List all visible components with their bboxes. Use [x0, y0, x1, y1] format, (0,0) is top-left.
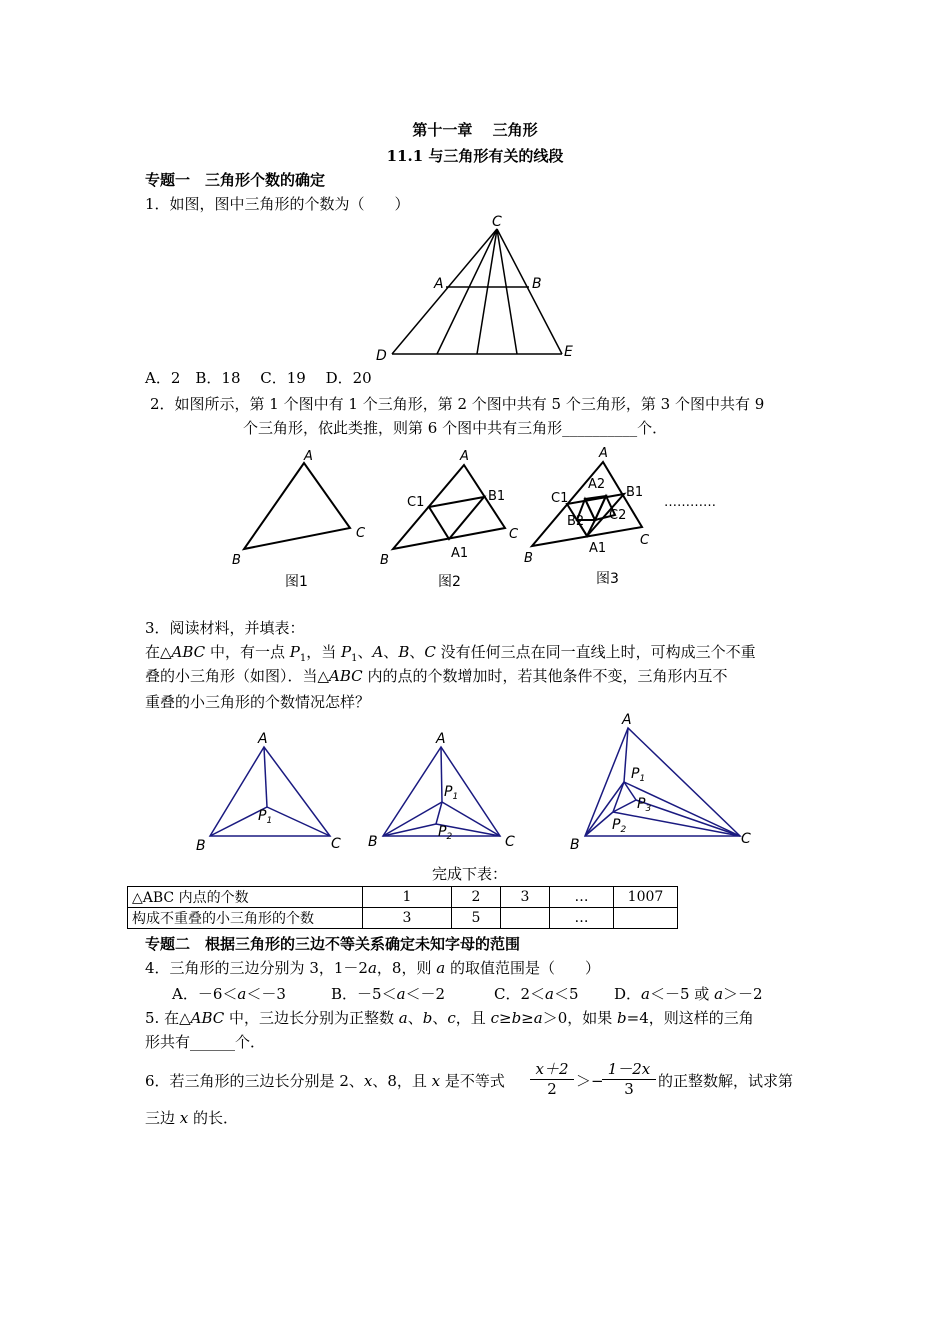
q1-label-c: C — [492, 214, 502, 230]
topic1-heading: 专题一 三角形个数的确定 — [145, 171, 326, 189]
q2-fig1-label-c: C — [356, 526, 366, 541]
table-cell: △ABC 内点的个数 — [128, 887, 363, 908]
q6-line1-start: 6．若三角形的三边长分别是 2、x、8，且 x 是不等式 — [145, 1072, 505, 1090]
q3-figB-label-p1: $P_1$ — [444, 784, 459, 802]
q2-fig3-label-a: A — [599, 446, 608, 461]
q1-label-e: E — [564, 344, 573, 360]
q1-label-b: B — [532, 276, 542, 292]
table-row — [128, 908, 678, 929]
q3-figC-label-a: A — [622, 712, 632, 728]
q3-figA-label-a: A — [258, 731, 268, 747]
q3-figB-label-a: A — [436, 731, 446, 747]
table-cell: … — [550, 887, 614, 908]
q3-fill-table — [127, 886, 678, 929]
q3-line3: 重叠的小三角形的个数情况怎样？ — [145, 693, 371, 711]
q2-fig3-label-b: B — [524, 551, 533, 566]
q2-fig2-label-a: A — [460, 449, 469, 464]
q2-fig2-label-c: C — [509, 527, 519, 542]
q4-option-b: B．－5＜a＜－2 — [331, 985, 446, 1003]
q2-fig2-label-c1: C1 — [407, 495, 425, 510]
q6-fraction-left — [530, 1058, 574, 1098]
q4-option-c: C．2＜a＜5 — [494, 985, 579, 1003]
q3-figC-label-p3: $P_3$ — [637, 796, 652, 814]
q3-line1: 在△ABC 中，有一点 $P_1$，当 $P_1$、A、B、C 没有任何三点在同一直线上时，可构成三个不重 — [145, 643, 756, 664]
fraction-numerator: x＋2 — [535, 1060, 569, 1078]
q2-fig3-caption: 图3 — [596, 571, 619, 587]
table-cell: 3 — [501, 887, 550, 908]
q2-fig1-label-b: B — [232, 553, 241, 568]
q2-continuation-dots: ………… — [664, 495, 716, 510]
q1-options: A．2 B．18 C．19 D．20 — [145, 369, 372, 387]
q5-line2: 形共有______个． — [145, 1033, 266, 1051]
q2-line1: 2．如图所示，第 1 个图中有 1 个三角形，第 2 个图中共有 5 个三角形，第 3 个图中共有 9 — [150, 395, 765, 413]
q3-figA-label-c: C — [331, 836, 341, 852]
fraction-numerator: 1－2x — [607, 1060, 651, 1078]
q6-fraction-right — [602, 1058, 656, 1098]
q2-line2: 个三角形，依此类推，则第 6 个图中共有三角形__________个． — [243, 419, 668, 437]
q6-inequality-op: ＞− — [576, 1072, 604, 1090]
q3-intro: 3．阅读材料，并填表： — [145, 619, 305, 637]
fraction-denominator: 3 — [602, 1079, 656, 1098]
q2-fig2-label-b: B — [380, 553, 389, 568]
table-cell: 3 — [363, 908, 452, 929]
answer-cell[interactable] — [501, 908, 550, 929]
q2-fig2-label-b1: B1 — [488, 489, 506, 504]
fraction-denominator: 2 — [530, 1079, 574, 1098]
q3-figC-label-p2: $P_2$ — [612, 817, 627, 835]
answer-cell[interactable] — [614, 908, 678, 929]
q1-stem: 1．如图，图中三角形的个数为（ ） — [145, 195, 410, 213]
q3-figA-label-p: $P_1$ — [258, 808, 273, 826]
topic2-heading: 专题二 根据三角形的三边不等关系确定未知字母的范围 — [145, 935, 521, 953]
table-cell: … — [550, 908, 614, 929]
q2-fig1-caption: 图1 — [285, 574, 308, 590]
q2-fig3-label-c2: C2 — [609, 508, 627, 523]
q4-stem: 4．三角形的三边分别为 3，1－2a，8，则 a 的取值范围是（ ） — [145, 959, 600, 977]
q2-fig3-label-c1: C1 — [551, 491, 569, 506]
q4-option-d: D．a＜－5 或 a＞－2 — [614, 985, 763, 1003]
q3-figA-label-b: B — [196, 838, 206, 854]
table-cell: 2 — [452, 887, 501, 908]
q5-line1: 5. 在△ABC 中，三边长分别为正整数 a、b、c，且 c≥b≥a＞0，如果 b=4，则这样的三角 — [145, 1009, 754, 1027]
table-row — [128, 887, 678, 908]
table-cell: 构成不重叠的小三角形的个数 — [128, 908, 363, 929]
q3-figC-label-p1: $P_1$ — [631, 766, 646, 784]
q3-figC-label-c: C — [741, 831, 751, 847]
q2-fig3-label-a2: A2 — [588, 477, 606, 492]
q3-table-caption: 完成下表： — [432, 865, 508, 883]
q3-figB-label-b: B — [368, 834, 378, 850]
table-cell: 1 — [363, 887, 452, 908]
q2-fig3-label-b1: B1 — [626, 485, 644, 500]
q3-line2: 叠的小三角形（如图）．当△ABC 内的点的个数增加时，若其他条件不变，三角形内互不 — [145, 667, 728, 685]
q4-option-a: A．－6＜a＜－3 — [172, 985, 286, 1003]
q2-fig3-label-c: C — [640, 533, 650, 548]
q3-figC-label-b: B — [570, 837, 580, 853]
q1-label-d: D — [376, 348, 387, 364]
q3-figB-label-p2: $P_2$ — [438, 824, 453, 842]
q2-fig1-label-a: A — [304, 449, 313, 464]
section-title: 11.1 与三角形有关的线段 — [386, 147, 564, 165]
q3-figB-label-c: C — [505, 834, 515, 850]
q6-line2: 三边 x 的长． — [145, 1109, 239, 1127]
q1-label-a: A — [434, 276, 444, 292]
chapter-title: 第十一章 三角形 — [412, 121, 538, 139]
q2-fig2-label-a1: A1 — [451, 546, 469, 561]
table-cell: 1007 — [614, 887, 678, 908]
q2-fig3-label-a1: A1 — [589, 541, 607, 556]
q2-fig2-caption: 图2 — [438, 574, 461, 590]
q2-fig3-label-b2: B2 — [567, 514, 585, 529]
table-cell: 5 — [452, 908, 501, 929]
q6-line1-end: 的正整数解，试求第 — [658, 1072, 794, 1090]
